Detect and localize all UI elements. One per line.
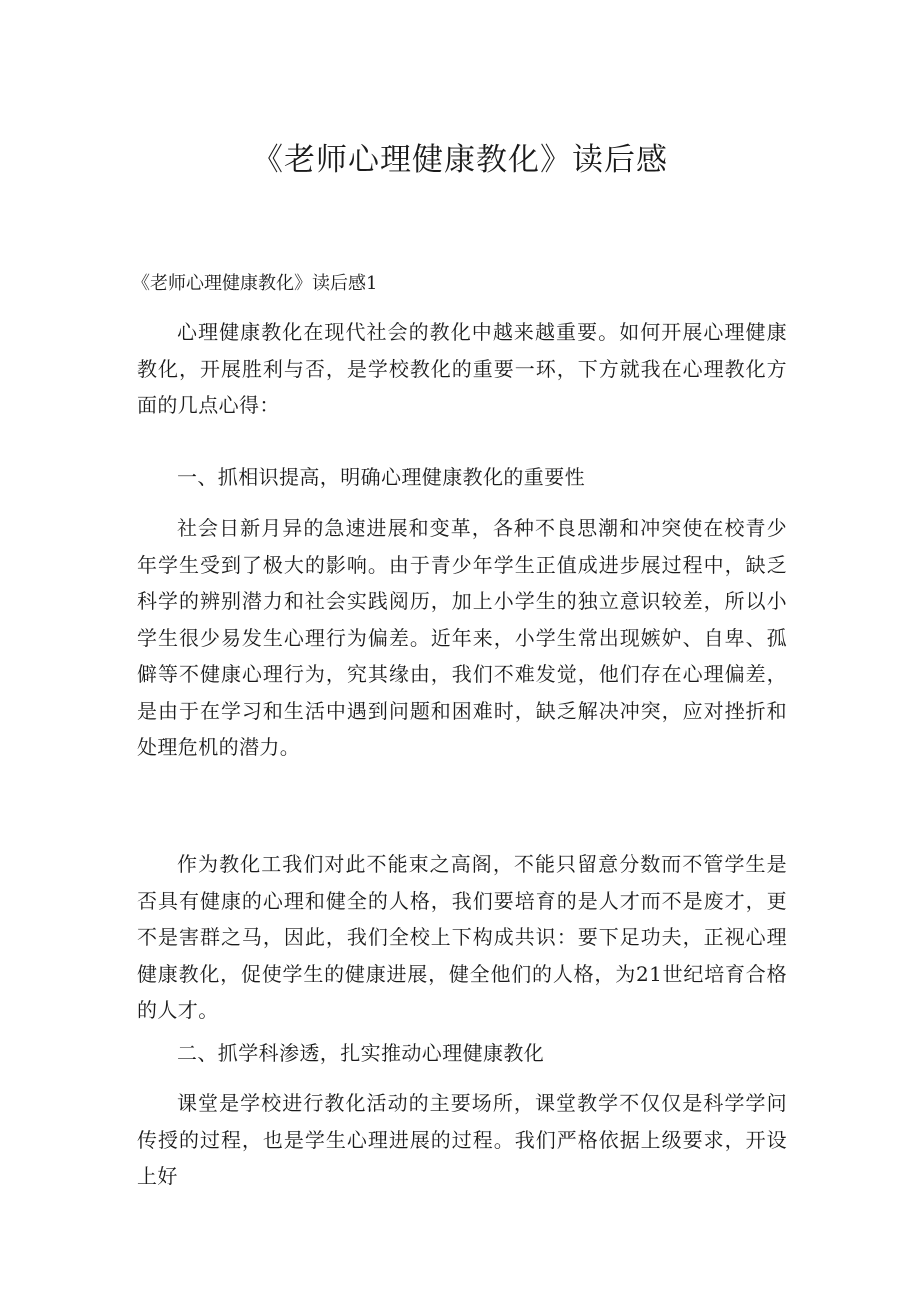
- section-heading-1: 一、抓相识提高，明确心理健康教化的重要性: [177, 465, 585, 489]
- document-title: 《老师心理健康教化》读后感: [252, 142, 668, 178]
- paragraph-intro: 心理健康教化在现代社会的教化中越来越重要。如何开展心理健康教化，开展胜利与否，是学校教化的重要一环，下方就我在心理教化方面的几点心得：: [137, 320, 787, 417]
- section-heading-2: 二、抓学科渗透，扎实推动心理健康教化: [177, 1041, 545, 1065]
- paragraph-classroom: 课堂是学校进行教化活动的主要场所，课堂教学不仅仅是科学学问传授的过程，也是学生心理进展的过程。我们严格依据上级要求，开设上好: [137, 1091, 787, 1188]
- document-subtitle: 《老师心理健康教化》读后感1: [132, 273, 378, 294]
- paragraph-social-change: 社会日新月异的急速进展和变革，各种不良思潮和冲突使在校青少年学生受到了极大的影响。由于青少年学生正值成进步展过程中，缺乏科学的辨别潜力和社会实践阅历，加上小学生的独立意识较差，所以小学生很少易发生心理行为偏差。近年来，小学生常出现嫉妒、自卑、孤僻等不健康心理行为，究其缘由，我们不难发觉，他们存在心理偏差，是由于在学习和生活中遇到问题和困难时，缺乏解决冲突，应对挫折和处理危机的潜力。: [137, 516, 787, 759]
- paragraph-educators-role: 作为教化工我们对此不能束之高阁，不能只留意分数而不管学生是否具有健康的心理和健全的人格，我们要培育的是人才而不是废才，更不是害群之马，因此，我们全校上下构成共识：要下足功夫，正视心理健康教化，促使学生的健康进展，健全他们的人格，为21世纪培育合格的人才。: [137, 852, 787, 1022]
